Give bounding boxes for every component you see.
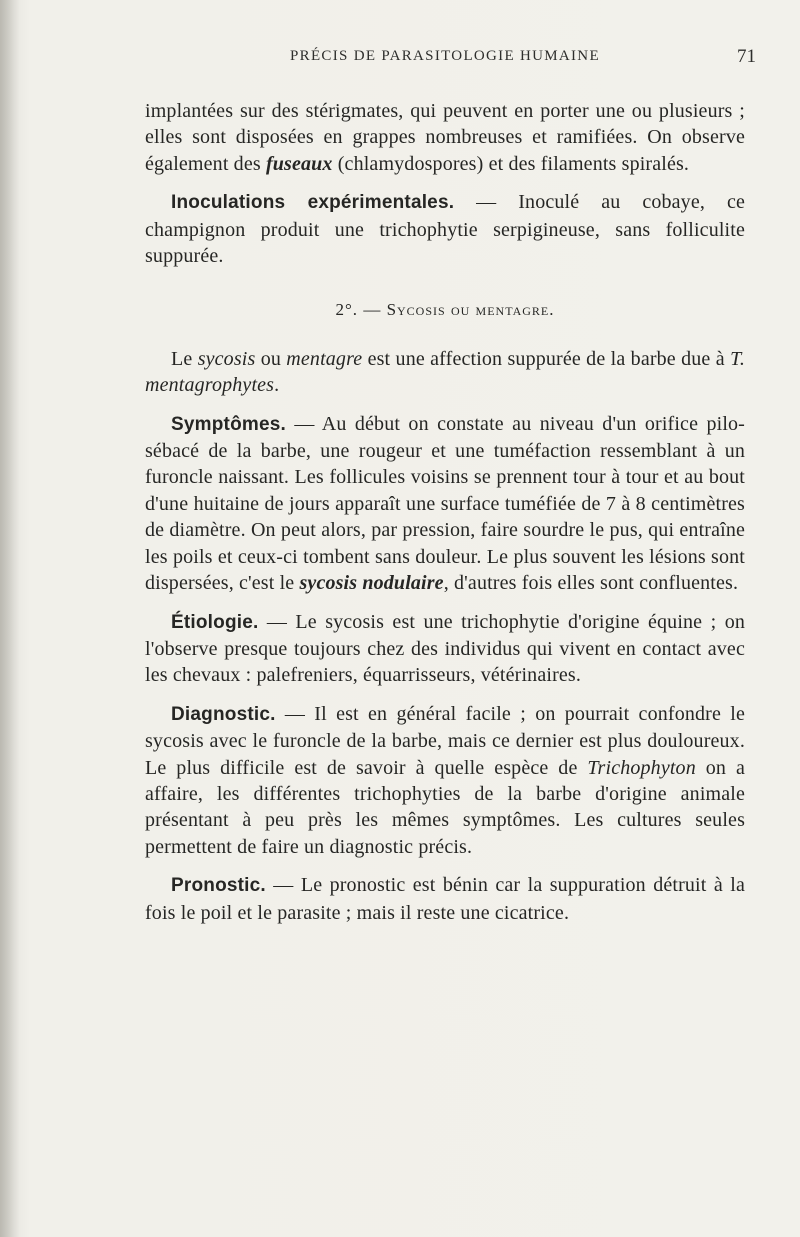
rubric-diagnostic: Diagnostic. <box>171 703 276 725</box>
rubric-inoculations: Inoculations expérimentales. <box>171 192 455 214</box>
body-text <box>145 98 745 926</box>
page-header <box>0 48 800 78</box>
running-title: PRÉCIS DE PARASITOLOGIE HUMAINE <box>290 48 600 64</box>
rubric-pronostic: Pronostic. <box>171 875 266 897</box>
paragraph-etiologie: Étiologie. — Le sycosis est une trichophytie d'origine équine ; on l'observe presque toujours chez des individus qui vivent en contact avec les chevaux : palefreniers, équarrisseurs, vétérinaires. <box>145 610 745 687</box>
section-title: — Sycosis ou mentagre. <box>358 300 555 320</box>
page-number: 71 <box>737 46 756 67</box>
emphasis-fuseaux: fuseaux <box>265 152 333 175</box>
binding-shadow <box>0 0 20 1237</box>
rubric-symptomes: Symptômes. <box>171 413 286 435</box>
paragraph-symptomes: Symptômes. — Au début on constate au niveau d'un orifice pilo-sébacé de la barbe, une rougeur et une tuméfaction ressemblant à un furoncle naissant. Les follicules voisins se prennent tour à tour et au bout d'une huitaine de jours apparaît une surface tuméfiée de 7 à 8 centimètres de diamètre. On peut alors, par pression, faire sourdre le pus, qui entraîne les poils et ceux-ci tombent sans douleur. Le plus souvent les lésions sont dispersées, c'est le sycosis nodulaire, d'autres fois elles sont confluentes. <box>145 412 745 595</box>
paragraph-continuation: implantées sur des stérigmates, qui peuvent en porter une ou plusieurs ; elles sont disposées en grappes nombreuses et ramifiées. On observe également des fuseaux (chlamydospores) et des filaments spiralés. <box>145 100 745 175</box>
paragraph-pronostic: Pronostic. — Le pronostic est bénin car la suppuration détruit à la fois le poil et le parasite ; mais il reste une cicatrice. <box>145 874 745 924</box>
section-heading <box>145 297 745 323</box>
rubric-etiologie: Étiologie. <box>171 611 259 633</box>
section-number: 2°. <box>335 300 359 320</box>
paragraph-diagnostic: Diagnostic. — Il est en général facile ; on pourrait confondre le sycosis avec le furoncle de la barbe, mais ce dernier est plus douloureux. Le plus difficile est de savoir à quelle espèce de Trichophyton on a affaire, les différentes trichophyties de la barbe d'origine animale présentant à peu près les mêmes symptômes. Les cultures seules permettent de faire un diagnostic précis. <box>145 702 745 858</box>
paragraph-definition: Le sycosis ou mentagre est une affection suppurée de la barbe due à T. mentagrophytes. <box>145 347 746 397</box>
paragraph-inoculations: Inoculations expérimentales. — Inoculé au cobaye, ce champignon produit une trichophytie serpigineuse, sans folliculite suppurée. <box>145 191 745 268</box>
